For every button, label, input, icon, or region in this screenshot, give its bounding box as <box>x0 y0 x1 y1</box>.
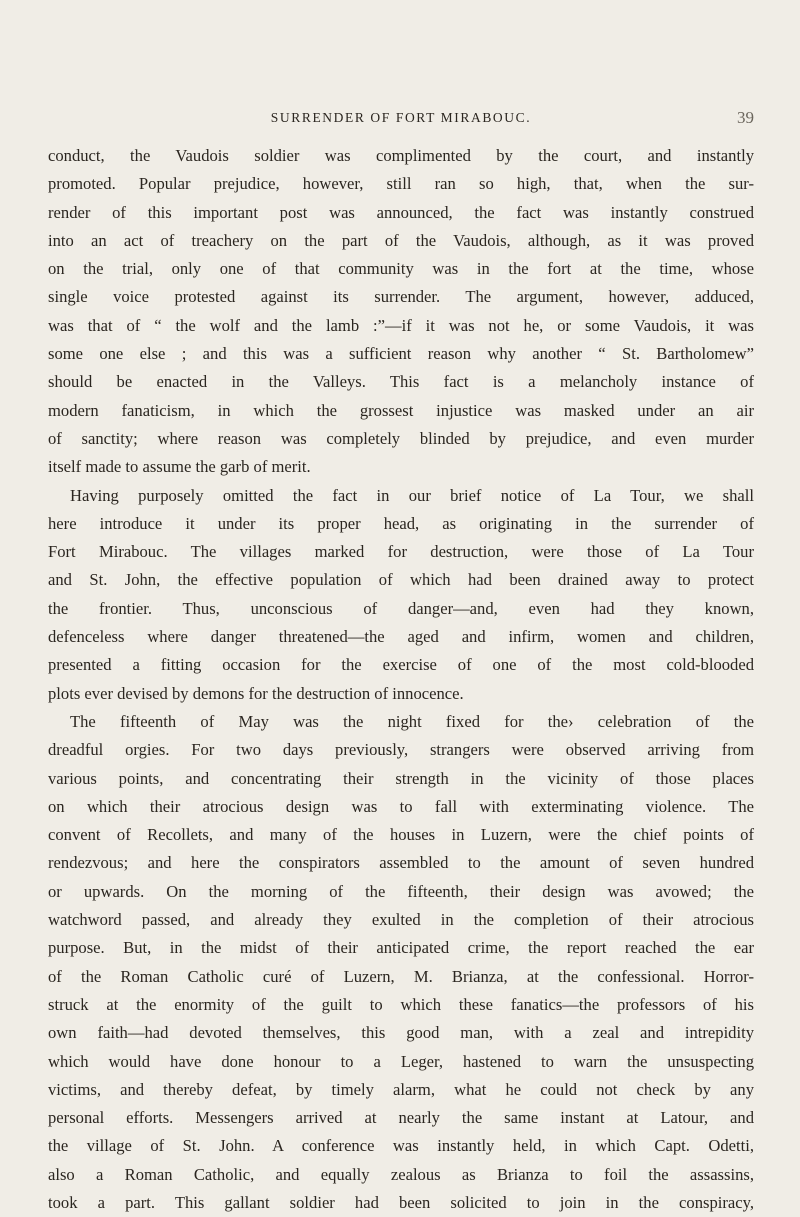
text-line: single voice protested against its surrender. The argument, however, adduced, <box>48 287 754 307</box>
paragraph-first-line: Having purposely omitted the fact in our brief notice of La Tour, we shall <box>70 485 754 505</box>
text-line: promoted. Popular prejudice, however, still ran so high, that, when the sur- <box>48 174 754 194</box>
running-head <box>48 107 754 129</box>
text-line: conduct, the Vaudois soldier was complimented by the court, and instantly <box>48 146 754 165</box>
text-line: of the Roman Catholic curé of Luzern, M. Brianza, at the confessional. Horror- <box>48 966 754 986</box>
text-line: plots ever devised by demons for the destruction of innocence. <box>48 683 464 703</box>
text-line: own faith—had devoted themselves, this good man, with a zeal and intrepidity <box>48 1023 754 1043</box>
text-line: or upwards. On the morning of the fifteenth, their design was avowed; the <box>48 881 754 901</box>
text-line: personal efforts. Messengers arrived at nearly the same instant at Latour, and <box>48 1108 754 1128</box>
text-line: which would have done honour to a Leger, hastened to warn the unsuspecting <box>48 1051 754 1071</box>
body-text <box>48 142 754 1217</box>
paragraph-first-line: The fifteenth of May was the night fixed for the› celebration of the <box>70 711 754 731</box>
text-line: render of this important post was announced, the fact was instantly construed <box>48 202 754 222</box>
text-line: should be enacted in the Valleys. This fact is a melancholy instance of <box>48 372 754 392</box>
text-line: presented a fitting occasion for the exercise of one of the most cold-blooded <box>48 655 754 675</box>
text-line: Fort Mirabouc. The villages marked for destruction, were those of La Tour <box>48 542 754 562</box>
text-line: dreadful orgies. For two days previously, strangers were observed arriving from <box>48 740 754 760</box>
text-line: the frontier. Thus, unconscious of danger—and, even had they known, <box>48 598 754 618</box>
text-line: and St. John, the effective population of which had been drained away to protect <box>48 570 754 590</box>
text-line: modern fanaticism, in which the grossest injustice was masked under an air <box>48 400 754 420</box>
text-line: struck at the enormity of the guilt to which these fanatics—the professors of his <box>48 994 754 1014</box>
text-line: watchword passed, and already they exulted in the completion of their atrocious <box>48 910 754 930</box>
text-line: on which their atrocious design was to fall with exterminating violence. The <box>48 796 754 816</box>
text-line: of sanctity; where reason was completely blinded by prejudice, and even murder <box>48 428 754 448</box>
text-line: some one else ; and this was a sufficient reason why another “ St. Bartholomew” <box>48 344 754 364</box>
running-title: SURRENDER OF FORT MIRABOUC. <box>270 110 532 125</box>
text-line: itself made to assume the garb of merit. <box>48 457 311 477</box>
text-line: was that of “ the wolf and the lamb :”—if it was not he, or some Vaudois, it was <box>48 315 754 335</box>
text-line: into an act of treachery on the part of the Vaudois, although, as it was proved <box>48 230 754 250</box>
text-line: took a part. This gallant soldier had been solicited to join in the conspiracy, <box>48 1192 754 1212</box>
text-line: various points, and concentrating their strength in the vicinity of those places <box>48 768 754 788</box>
text-line: also a Roman Catholic, and equally zealous as Brianza to foil the assassins, <box>48 1164 754 1184</box>
text-line: victims, and thereby defeat, by timely alarm, what he could not check by any <box>48 1079 754 1099</box>
text-line: the village of St. John. A conference was instantly held, in which Capt. Odetti, <box>48 1136 754 1156</box>
page-number: 39 <box>737 108 754 127</box>
text-line: here introduce it under its proper head, as originating in the surrender of <box>48 513 754 533</box>
text-line: convent of Recollets, and many of the houses in Luzern, were the chief points of <box>48 825 754 845</box>
text-line: defenceless where danger threatened—the aged and infirm, women and children, <box>48 627 754 647</box>
text-line: purpose. But, in the midst of their anticipated crime, the report reached the ear <box>48 938 754 958</box>
text-line: on the trial, only one of that community was in the fort at the time, whose <box>48 259 754 279</box>
text-line: rendezvous; and here the conspirators assembled to the amount of seven hundred <box>48 853 754 873</box>
